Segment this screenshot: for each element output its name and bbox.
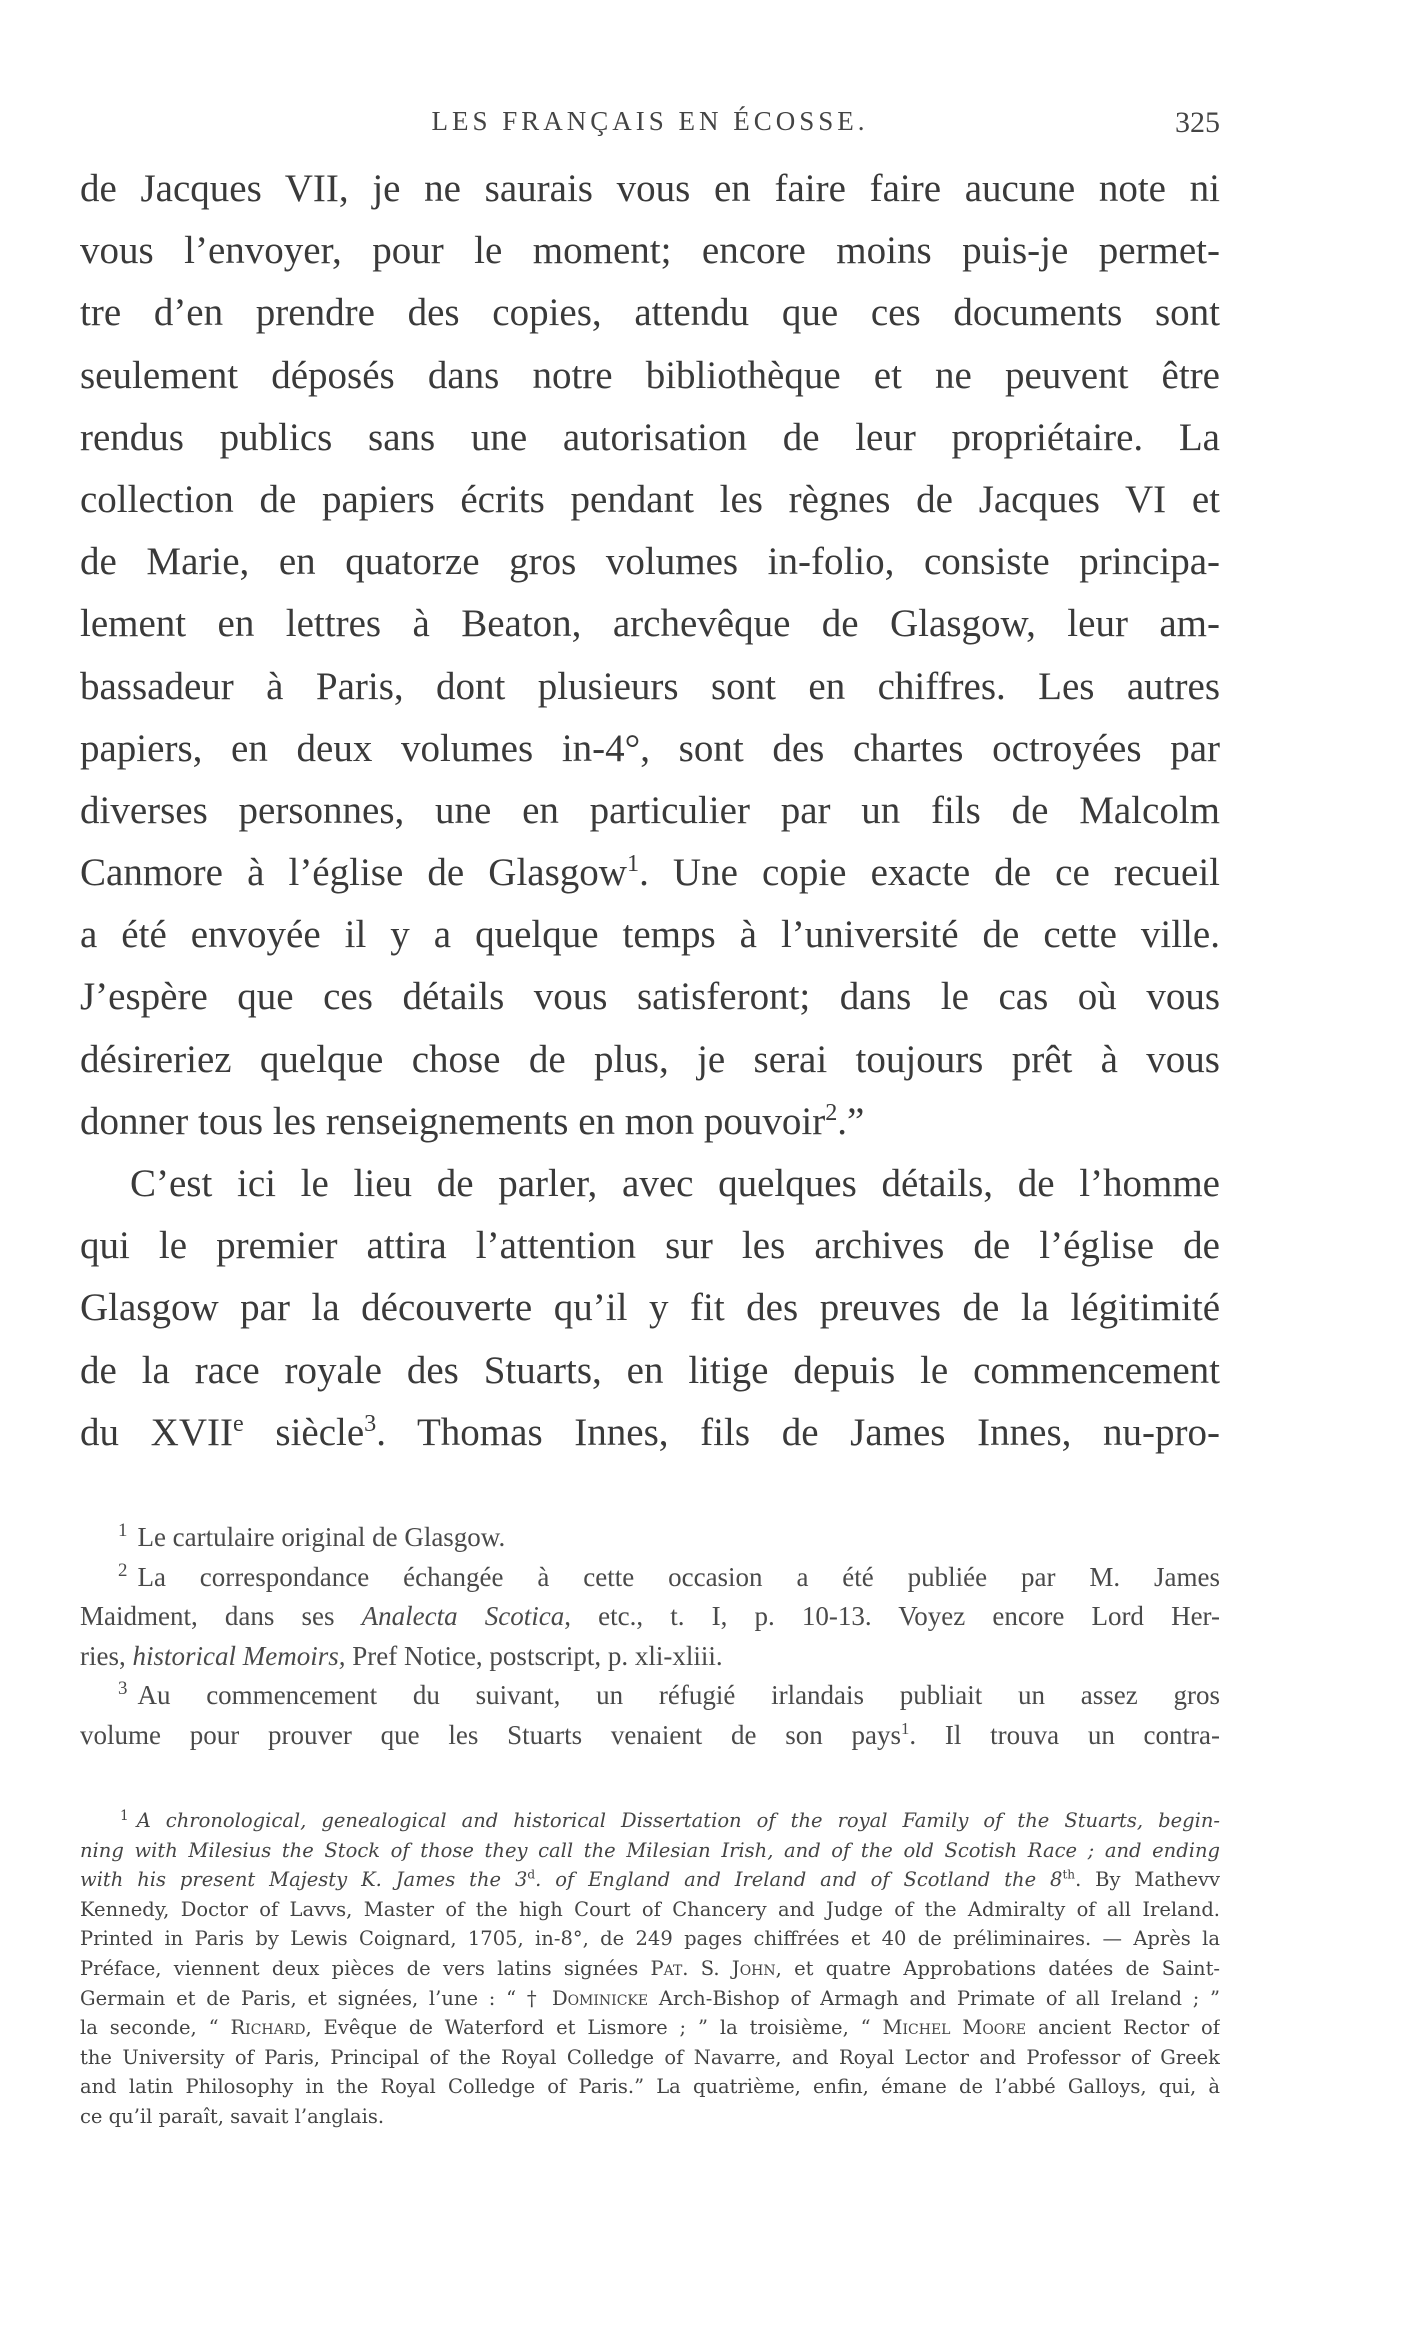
body-line-text: du XVII [80,1410,233,1454]
footnote-text: Le cartulaire original de Glasgow. [137,1522,506,1552]
person-name: Pat. S. John [650,1956,776,1980]
body-line [80,842,1220,904]
body-line-text: siècle [243,1410,365,1454]
footnote-text: volume pour prouver que les Stuarts venaient de son pays [80,1719,902,1750]
subnote-line [80,1954,1220,1984]
body-line: tre d’en prendre des copies, attendu que ces documents sont [80,291,1220,335]
body-line: de la race royale des Stuarts, en litige depuis le commencement [80,1348,1220,1392]
person-name: Michel Moore [882,2016,1027,2040]
footnote-line [80,1597,1220,1637]
footnote-ref[interactable]: 1 [626,850,640,878]
body-line: collection de papiers écrits pendant les règnes de Jacques VI et [80,477,1220,521]
subnote-text: , et quatre Approbations datées de Saint- [775,1956,1220,1980]
superscript: d [527,1867,536,1882]
body-line: Glasgow par la découverte qu’il y fit des preuves de la légitimité [80,1286,1220,1330]
subnote-text: Germain et de Paris, et signées, l’une : “ † [80,1986,552,2010]
body-line: vous l’envoyer, pour le moment; encore moins puis-je permet- [80,229,1220,273]
subnote-text: with his present Majesty K. James the 3 [80,1868,528,1892]
subnote-line: Printed in Paris by Lewis Coignard, 1705, in-8°, de 249 pages chiffrées et 40 de préliminaires. — Après la [80,1927,1220,1951]
subnote-line: and latin Philosophy in the Royal Colledge of Paris.” La quatrième, enfin, émane de l’abbé Galloys, qui, à [80,2075,1220,2099]
subnote-line [80,1865,1220,1895]
body-line: qui le premier attira l’attention sur les archives de l’église de [80,1224,1220,1268]
book-page [80,0,1220,2343]
subnote-line: the University of Paris, Principal of the Royal Colledge of Navarre, and Royal Lector and Professor of Greek [80,2045,1220,2069]
body-line-text: Canmore à l’église de Glasgow [80,851,627,895]
footnote-3 [80,1676,1220,1716]
subnote-line: Kennedy, Doctor of Lavvs, Master of the high Court of Chancery and Judge of the Admiralty of all Ireland. [80,1897,1220,1921]
body-line-text: donner tous les renseignements en mon pouvoir [80,1099,826,1143]
body-line [80,1091,1220,1153]
footnote-2 [80,1558,1220,1598]
footnote-line [80,1637,1220,1677]
body-text [80,158,1220,1464]
subnote-text: ning with Milesius the Stock of those they call the Milesian Irish, and of the old Scotish Race ; and ending [80,1838,1220,1862]
subnote-text: Arch-Bishop of Armagh and Primate of all Ireland ; ” [648,1986,1220,2010]
footnote-mark: 1 [118,1520,128,1541]
body-line: lement en lettres à Beaton, archevêque de Glasgow, leur am- [80,602,1220,646]
footnote-1 [80,1518,1220,1558]
subnote-line: ce qu’il paraît, savait l’anglais. [80,2104,385,2128]
subnote-mark: 1 [120,1807,129,1824]
subnotes [80,1806,1220,2132]
body-line: a été envoyée il y a quelque temps à l’université de cette ville. [80,913,1220,957]
subnote-text: . By Mathevv [1075,1868,1220,1892]
footnote-text: Maidment, dans ses [80,1601,362,1631]
footnote-text: La correspondance échangée à cette occasion a été publiée par M. James [137,1561,1220,1592]
subnote-text: Préface, viennent deux pièces de vers latins signées [80,1956,651,1980]
body-line: désireriez quelque chose de plus, je serai toujours prêt à vous [80,1037,1220,1081]
subnote-text: . of England and Ireland and of Scotland the 8 [535,1868,1063,1892]
subnote-line [80,1984,1220,2014]
footnote-text: Au commencement du suivant, un réfugié irlandais publiait un assez gros [137,1680,1220,1710]
body-line: C’est ici le lieu de parler, avec quelques détails, de l’homme [130,1162,1220,1205]
body-line: papiers, en deux volumes in-4°, sont des chartes octroyées par [80,726,1220,770]
body-line: bassadeur à Paris, dont plusieurs sont en chiffres. Les autres [80,664,1220,708]
body-line: de Jacques VII, je ne saurais vous en faire faire aucune note ni [80,167,1220,210]
superscript: th [1062,1867,1076,1882]
subnote-text: A chronological, genealogical and historical Dissertation of the royal Family of the Stuarts, begin- [136,1809,1220,1832]
footnote-mark: 3 [118,1678,128,1699]
body-line: seulement déposés dans notre bibliothèque et ne peuvent être [80,353,1220,397]
footnote-ref[interactable]: 2 [825,1098,838,1126]
footnote-mark: 2 [118,1559,128,1581]
subnote-line [80,1806,1220,1836]
book-title: historical Memoirs, [132,1640,346,1671]
footnote-line [80,1716,1220,1756]
footnotes [80,1518,1220,1755]
body-line: de Marie, en quatorze gros volumes in-folio, consiste principa- [80,540,1220,584]
subnote-text: , Evêque de Waterford et Lismore ; ” la troisième, “ [305,2016,883,2040]
subnote-text: la seconde, “ [80,2016,231,2040]
body-line-text: . Une copie exacte de ce recueil [639,851,1220,895]
body-line: J’espère que ces détails vous satisferont; dans le cas où vous [80,975,1220,1019]
body-line [80,1402,1220,1464]
footnote-ref[interactable]: 3 [364,1409,377,1437]
running-head-title: LES FRANÇAIS EN ÉCOSSE. [431,106,869,136]
book-title: Analecta Scotica [361,1601,565,1631]
subnote-text: ancient Rector of [1026,2016,1220,2040]
footnote-ref[interactable]: 1 [901,1718,910,1738]
superscript: e [232,1409,244,1437]
footnote-text: ries, [80,1640,133,1671]
person-name: Richard [230,2016,306,2040]
body-line: diverses personnes, une en particulier par un fils de Malcolm [80,788,1220,832]
person-name: Dominicke [551,1986,649,2010]
running-head [80,106,1220,146]
subnote-line [80,1836,1220,1866]
body-line: rendus publics sans une autorisation de leur propriétaire. La [80,415,1220,459]
footnote-text: . Il trouva un contra- [909,1719,1221,1750]
footnote-text: Pref Notice, postscript, p. xli-xliii. [345,1640,723,1671]
page-number: 325 [1175,106,1220,139]
body-line-text: .” [837,1099,865,1143]
footnote-text: , etc., t. I, p. 10-13. Voyez encore Lord Her- [564,1601,1220,1631]
subnote-line [80,2013,1220,2043]
body-line-text: . Thomas Innes, fils de James Innes, nu-pro- [376,1410,1221,1454]
